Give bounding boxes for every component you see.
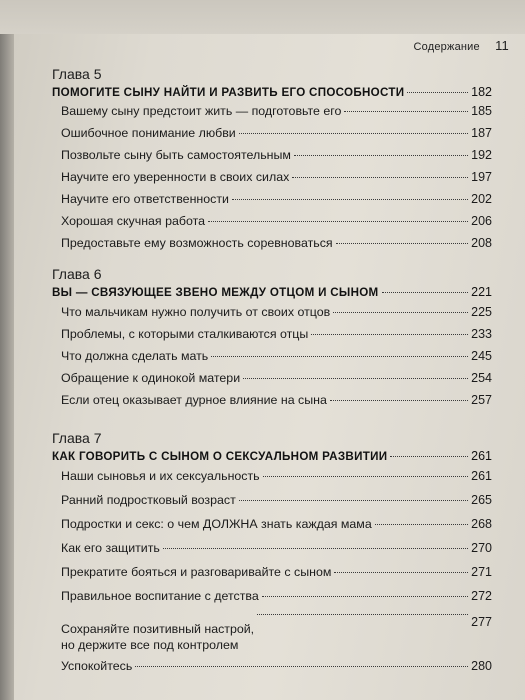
entry-title: Успокойтесь — [61, 659, 133, 673]
leader-dots — [294, 155, 468, 156]
leader-dots — [311, 334, 468, 335]
chapter-page: 221 — [471, 285, 492, 299]
toc-entry — [61, 214, 492, 236]
leader-dots — [262, 596, 468, 597]
entry-title — [61, 621, 254, 653]
leader-dots — [135, 666, 468, 667]
chapter-page: 182 — [471, 85, 492, 99]
toc-entry — [61, 349, 492, 371]
toc-entry — [61, 469, 492, 493]
toc-entry — [61, 104, 492, 126]
chapter-title: ПОМОГИТЕ СЫНУ НАЙТИ И РАЗВИТЬ ЕГО СПОСОБНОСТИ — [52, 86, 405, 99]
entry-page: 202 — [471, 192, 492, 206]
chapter-title: ВЫ — СВЯЗУЮЩЕЕ ЗВЕНО МЕЖДУ ОТЦОМ И СЫНОМ — [52, 286, 379, 299]
running-header — [414, 38, 509, 53]
entry-page: 265 — [471, 493, 492, 507]
chapter-title-row — [52, 449, 492, 463]
entry-page: 192 — [471, 148, 492, 162]
leader-dots — [390, 456, 468, 457]
entry-page: 208 — [471, 236, 492, 250]
entry-title: Вашему сыну предстоит жить — подготовьте его — [61, 104, 342, 118]
chapter-7 — [52, 430, 492, 683]
entry-page: 257 — [471, 393, 492, 407]
header-page-number: 11 — [495, 38, 509, 53]
chapter-label: Глава 5 — [52, 66, 102, 82]
entry-page: 233 — [471, 327, 492, 341]
entry-page: 270 — [471, 541, 492, 555]
entry-title: Прекратите бояться и разговаривайте с сыном — [61, 565, 332, 579]
leader-dots — [263, 476, 469, 477]
leader-dots — [243, 378, 468, 379]
entry-page: 197 — [471, 170, 492, 184]
entry-page: 268 — [471, 517, 492, 531]
entry-title: Научите его ответственности — [61, 192, 229, 206]
chapter-5 — [52, 66, 492, 258]
leader-dots — [232, 199, 468, 200]
entry-page: 277 — [471, 615, 492, 629]
entry-title: Обращение к одинокой матери — [61, 371, 241, 385]
entry-title: Хорошая скучная работа — [61, 214, 205, 228]
entry-title: Ранний подростковый возраст — [61, 493, 236, 507]
entry-page: 245 — [471, 349, 492, 363]
leader-dots — [163, 548, 468, 549]
header-section: Содержание — [413, 41, 480, 53]
chapter-label: Глава 6 — [52, 266, 102, 282]
leader-dots — [334, 572, 468, 573]
entry-title: Как его защитить — [61, 541, 160, 555]
entry-title: Научите его уверенности в своих силах — [61, 170, 290, 184]
entry-title: Подростки и секс: о чем ДОЛЖНА знать каждая мама — [61, 517, 372, 531]
page-top-edge — [0, 0, 525, 34]
chapter-label: Глава 7 — [52, 430, 102, 446]
toc-entry — [61, 192, 492, 214]
entry-title: Что мальчикам нужно получить от своих отцов — [61, 305, 331, 319]
toc-entry — [61, 541, 492, 565]
leader-dots — [208, 221, 468, 222]
entry-page: 280 — [471, 659, 492, 673]
leader-dots — [239, 500, 468, 501]
toc-entry — [61, 493, 492, 517]
toc-entry — [61, 148, 492, 170]
toc-entry — [61, 565, 492, 589]
entry-page: 261 — [471, 469, 492, 483]
leader-dots — [330, 400, 468, 401]
toc-entry — [61, 589, 492, 613]
entry-title: Ошибочное понимание любви — [61, 126, 236, 140]
toc-entry — [61, 615, 492, 653]
entry-title: Если отец оказывает дурное влияние на сына — [61, 393, 327, 407]
leader-dots — [344, 111, 468, 112]
leader-dots — [211, 356, 468, 357]
chapter-page: 261 — [471, 449, 492, 463]
chapter-title-row — [52, 85, 492, 99]
entry-page: 206 — [471, 214, 492, 228]
leader-dots — [336, 243, 468, 244]
entry-title: Наши сыновья и их сексуальность — [61, 469, 260, 483]
leader-dots — [375, 524, 468, 525]
entry-title: Позвольте сыну быть самостоятельным — [61, 148, 291, 162]
entry-page: 272 — [471, 589, 492, 603]
leader-dots — [239, 133, 468, 134]
entry-page: 271 — [471, 565, 492, 579]
toc-entry — [61, 659, 492, 683]
entry-page: 254 — [471, 371, 492, 385]
leader-dots — [333, 312, 468, 313]
entry-page: 225 — [471, 305, 492, 319]
book-spine — [0, 0, 14, 700]
entry-title-line-2: но держите все под контролем — [61, 638, 239, 652]
leader-dots — [292, 177, 468, 178]
toc-entry — [61, 517, 492, 541]
toc-entry — [61, 126, 492, 148]
entry-page: 185 — [471, 104, 492, 118]
toc-entry — [61, 327, 492, 349]
chapter-title-row — [52, 285, 492, 299]
entry-title: Правильное воспитание с детства — [61, 589, 259, 603]
chapter-title: КАК ГОВОРИТЬ С СЫНОМ О СЕКСУАЛЬНОМ РАЗВИТИИ — [52, 450, 388, 463]
leader-dots — [407, 92, 468, 93]
toc-entry — [61, 305, 492, 327]
toc-entry — [61, 371, 492, 393]
entry-title: Предоставьте ему возможность соревноваться — [61, 236, 333, 250]
entry-page: 187 — [471, 126, 492, 140]
chapter-6 — [52, 266, 492, 415]
entry-title: Что должна сделать мать — [61, 349, 209, 363]
toc-entry — [61, 170, 492, 192]
entry-title-line-1: Сохраняйте позитивный настрой, — [61, 622, 255, 636]
leader-dots — [382, 292, 469, 293]
toc-entry — [61, 236, 492, 258]
leader-dots — [257, 614, 468, 615]
entry-title: Проблемы, с которыми сталкиваются отцы — [61, 327, 309, 341]
toc-entry — [61, 393, 492, 415]
